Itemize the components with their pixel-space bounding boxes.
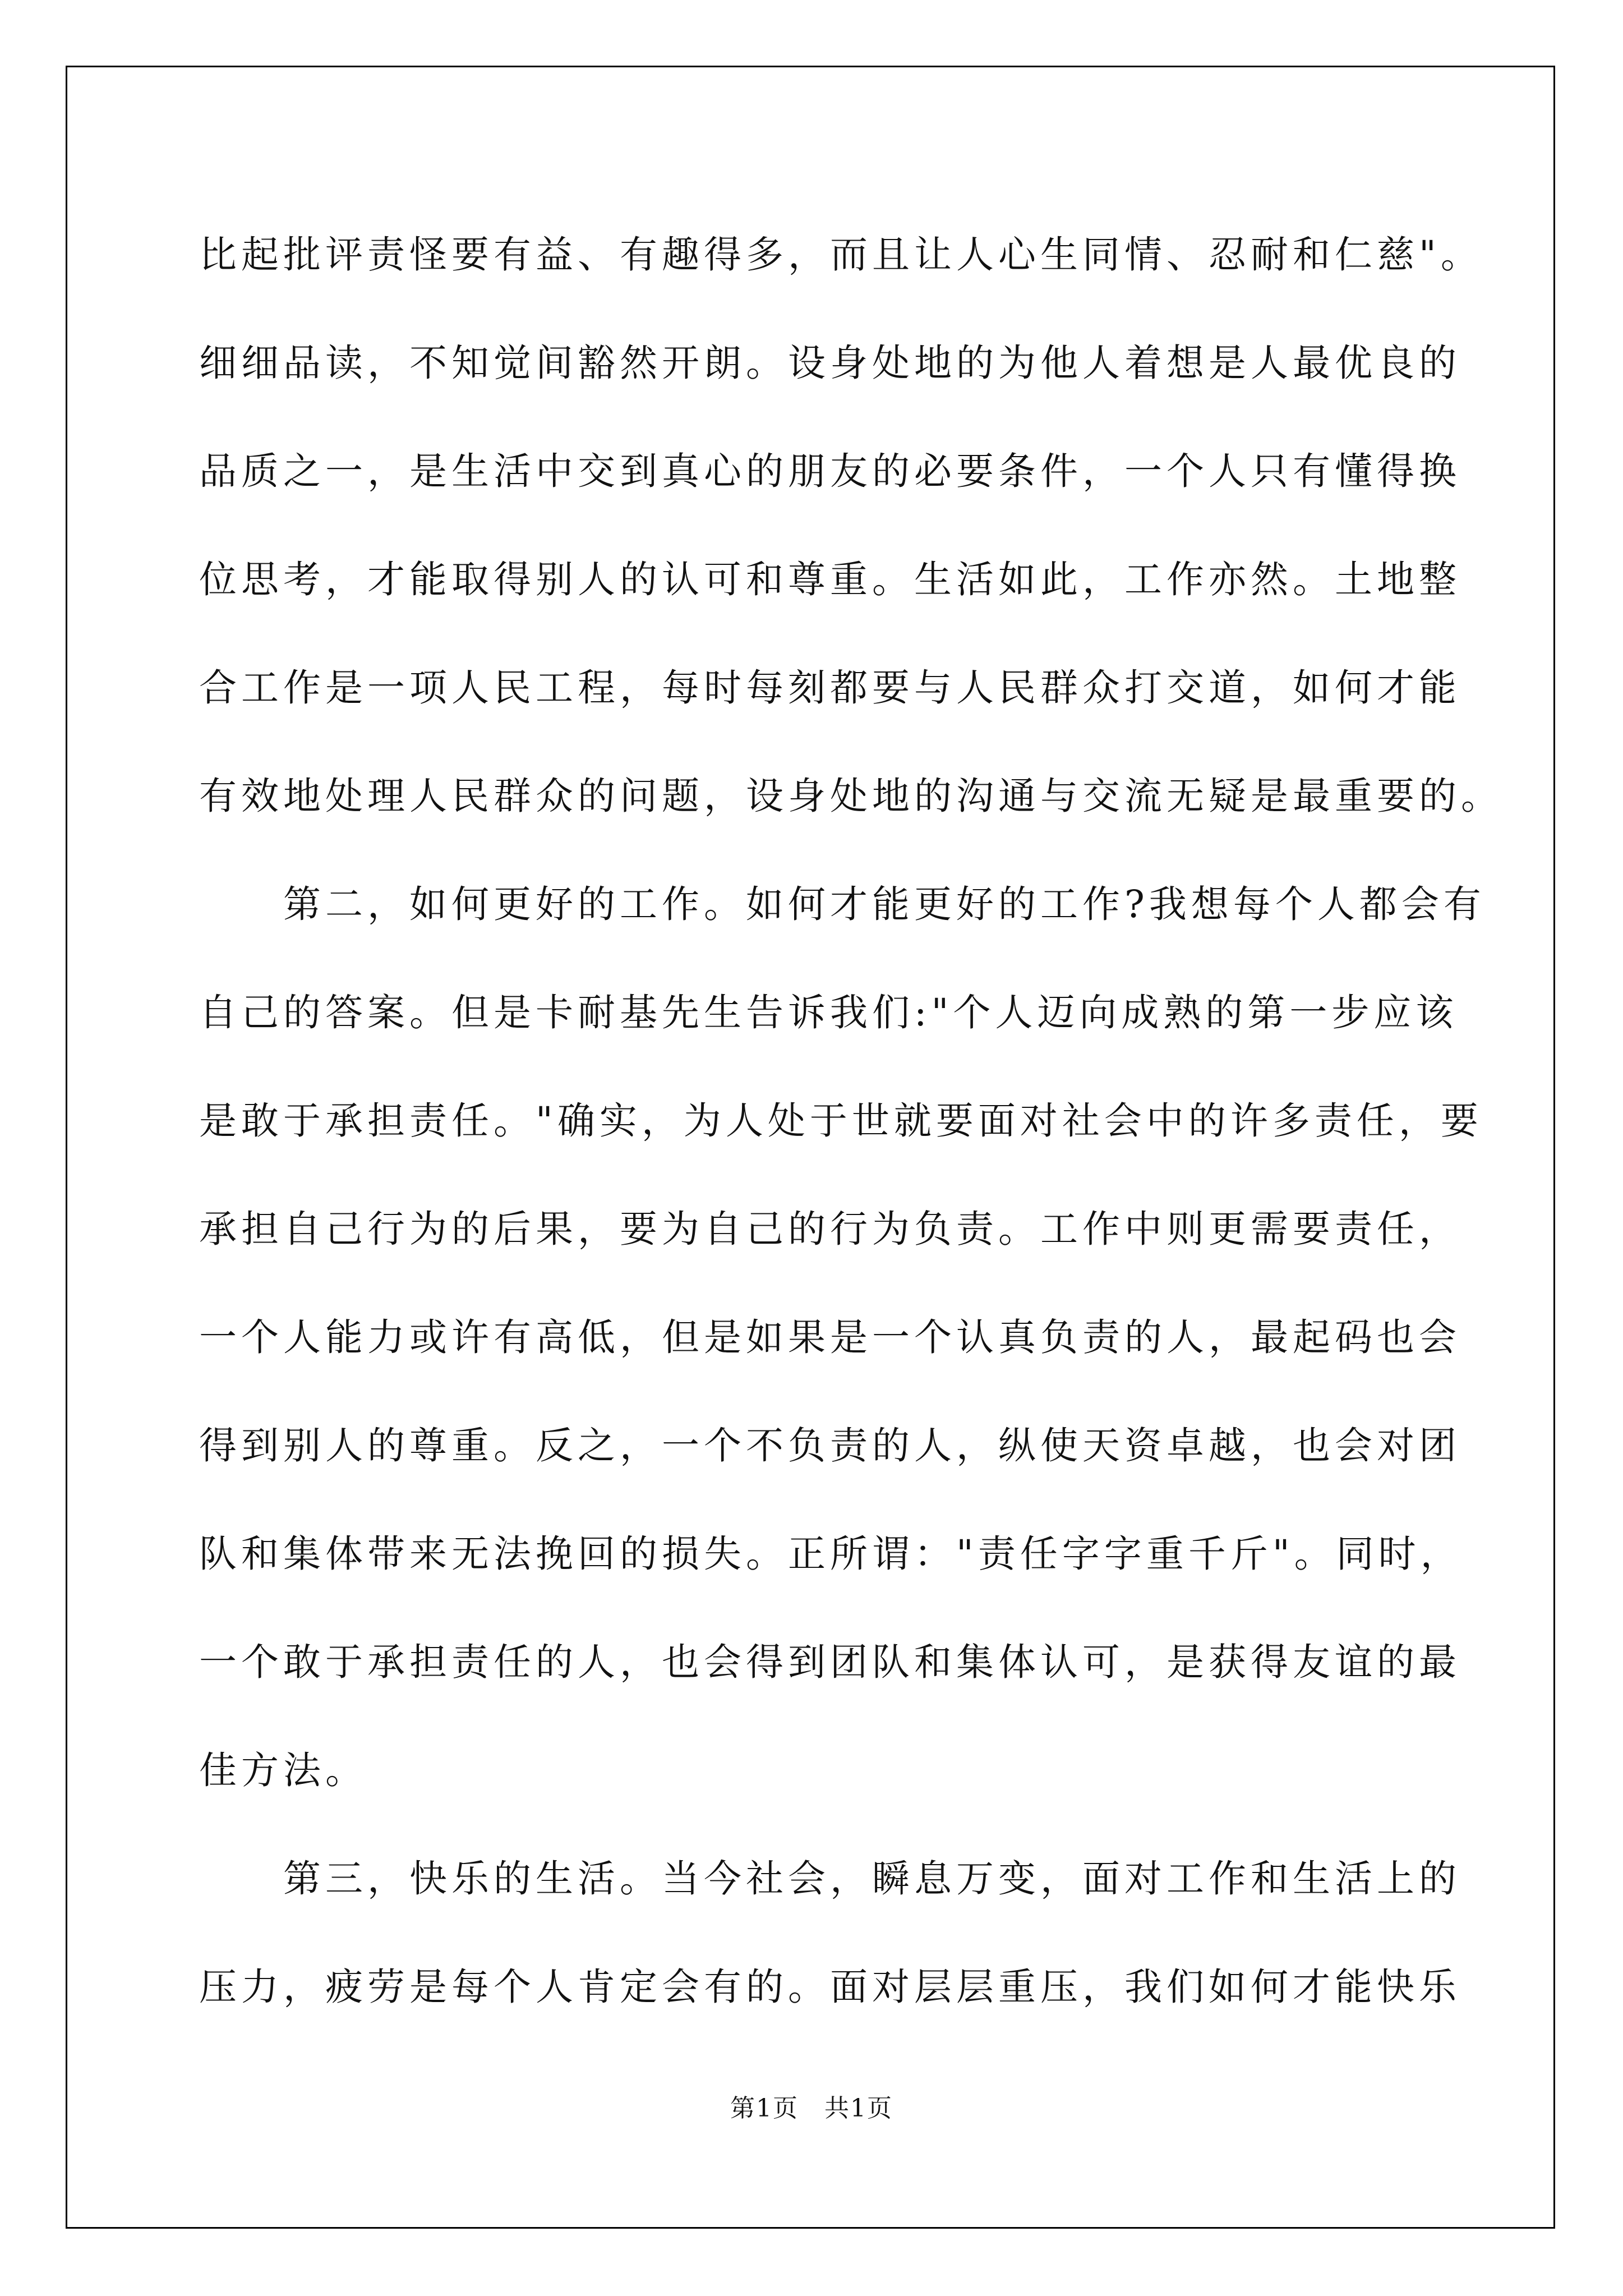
text-line: 品质之一，是生活中交到真心的朋友的必要条件，一个人只有懂得换 — [199, 449, 1461, 493]
text-line: 比起批评责怪要有益、有趣得多，而且让人心生同情、忍耐和仁慈"。 — [199, 233, 1483, 277]
text-line: 细细品读，不知觉间豁然开朗。设身处地的为他人着想是人最优良的 — [199, 341, 1461, 385]
text-line: 第三，快乐的生活。当今社会，瞬息万变，面对工作和生活上的 — [283, 1857, 1461, 1901]
text-line: 第二，如何更好的工作。如何才能更好的工作?我想每个人都会有 — [283, 882, 1486, 926]
text-line: 是敢于承担责任。"确实，为人处于世就要面对社会中的许多责任，要 — [199, 1099, 1483, 1143]
text-line: 得到别人的尊重。反之，一个不负责的人，纵使天资卓越，也会对团 — [199, 1424, 1461, 1467]
text-line: 位思考，才能取得别人的认可和尊重。生活如此，工作亦然。土地整 — [199, 558, 1461, 601]
text-line: 合工作是一项人民工程，每时每刻都要与人民群众打交道，如何才能 — [199, 666, 1461, 710]
text-line: 队和集体带来无法挽回的损失。正所谓："责任字字重千斤"。同时， — [199, 1532, 1463, 1576]
document-body — [199, 201, 1503, 2041]
text-line: 压力，疲劳是每个人肯定会有的。面对层层重压，我们如何才能快乐 — [199, 1965, 1461, 2009]
text-line: 有效地处理人民群众的问题，设身处地的沟通与交流无疑是最重要的。 — [199, 774, 1503, 818]
text-line: 一个人能力或许有高低，但是如果是一个认真负责的人，最起码也会 — [199, 1315, 1461, 1359]
text-line: 佳方法。 — [199, 1749, 367, 1792]
text-line: 承担自己行为的后果，要为自己的行为负责。工作中则更需要责任， — [199, 1207, 1461, 1251]
text-line: 一个敢于承担责任的人，也会得到团队和集体认可，是获得友谊的最 — [199, 1640, 1461, 1684]
page-footer: 第1页 共1页 — [730, 2094, 893, 2123]
text-line: 自己的答案。但是卡耐基先生告诉我们:"个人迈向成熟的第一步应该 — [199, 991, 1458, 1034]
